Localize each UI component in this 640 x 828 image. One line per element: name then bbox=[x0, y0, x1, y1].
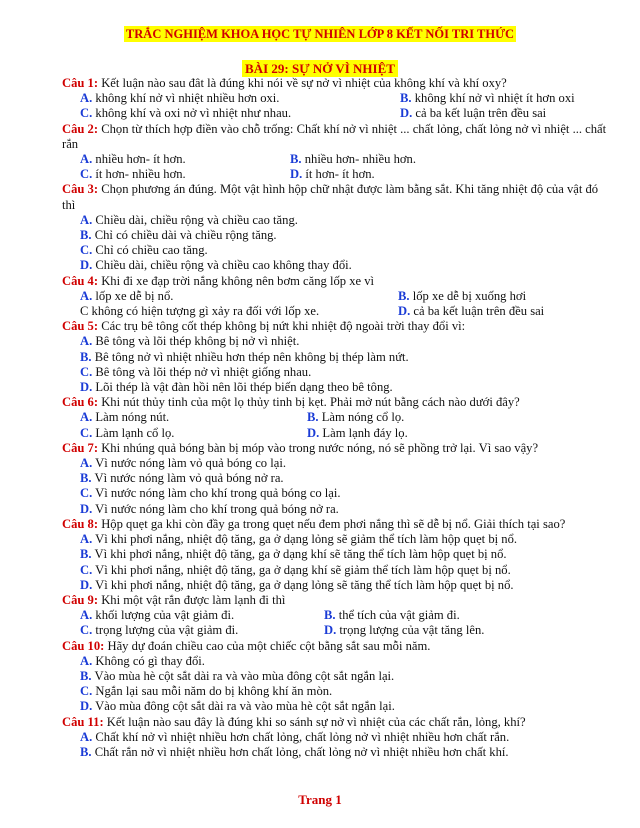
document-title-text: TRẮC NGHIỆM KHOA HỌC TỰ NHIÊN LỚP 8 KẾT NỐI TRI THỨC bbox=[125, 27, 515, 41]
question-5 bbox=[62, 319, 610, 395]
question-text: Khi một vật rắn được làm lạnh đi thì bbox=[101, 592, 286, 607]
option-b: B. nhiều hơn- nhiều hơn. bbox=[290, 152, 416, 167]
option-a: A. Bê tông và lõi thép không bị nở vì nhiệt. bbox=[80, 334, 300, 349]
question-6 bbox=[62, 395, 610, 441]
question-text: Khi nhúng quả bóng bàn bị móp vào trong nước nóng, nó sẽ phồng trở lại. Vì sao vậy? bbox=[101, 440, 539, 455]
question-text: Hộp quẹt ga khi còn đầy ga trong quẹt nếu đem phơi nắng thì sẽ dễ bị nổ. Giải thích tại sao? bbox=[101, 516, 566, 531]
option-b: B. Vì nước nóng làm vỏ quả bóng nở ra. bbox=[80, 471, 284, 486]
question-text: Khi đi xe đạp trời nắng không nên bơm căng lốp xe vì bbox=[101, 273, 375, 288]
option-b: B. Bê tông nở vì nhiệt nhiều hơn thép nên không bị thép làm nứt. bbox=[80, 349, 409, 364]
option-b: B. Vào mùa hè cột sắt dài ra và vào mùa đông cột sắt ngắn lại. bbox=[80, 668, 395, 683]
option-c: C. trọng lượng của vật giảm đi. bbox=[80, 623, 239, 638]
option-c: C. Ngắn lại sau mỗi năm do bị không khí ăn mòn. bbox=[80, 684, 333, 699]
option-b: B. không khí nở vì nhiệt ít hơn oxi bbox=[400, 91, 575, 106]
option-d: D. cả ba kết luận trên đều sai bbox=[398, 304, 545, 319]
question-text: Kết luận nào sau đây là đúng khi so sánh sự nở vì nhiệt của các chất rắn, lỏng, khí? bbox=[106, 714, 526, 729]
option-b: B. Vì khi phơi nắng, nhiệt độ tăng, ga ở dạng khí sẽ tăng thể tích làm hộp quẹt bị nổ. bbox=[80, 547, 507, 562]
question-text: Các trụ bê tông cốt thép không bị nứt khi nhiệt độ ngoài trời thay đổi vì: bbox=[101, 319, 466, 334]
option-a: A. khối lượng của vật giảm đi. bbox=[80, 608, 235, 623]
question-text: Kết luận nào sau đât là đúng khi nói về sự nở vì nhiệt của không khí và khí oxy? bbox=[101, 76, 507, 90]
option-b: B. thể tích của vật giảm đi. bbox=[324, 608, 460, 623]
option-a: A. lốp xe dễ bị nổ. bbox=[80, 288, 174, 303]
option-a: A. Không có gì thay đổi. bbox=[80, 653, 205, 668]
option-c: C. không khí và oxi nở vì nhiệt như nhau. bbox=[80, 106, 292, 121]
question-label: Câu 7: bbox=[62, 440, 99, 455]
option-a: A. Làm nóng nút. bbox=[80, 410, 170, 425]
option-d: D. Lõi thép là vật đàn hồi nên lõi thép biến dạng theo bê tông. bbox=[80, 380, 393, 395]
option-d: D. ít hơn- ít hơn. bbox=[290, 167, 375, 182]
option-c: C. Vì khi phơi nắng, nhiệt độ tăng, ga ở dạng khí sẽ giảm thể tích làm hộp quẹt bị nổ. bbox=[80, 562, 511, 577]
option-a: A. Vì khi phơi nắng, nhiệt độ tăng, ga ở dạng lỏng sẽ giảm thể tích làm hộp quẹt bị nổ. bbox=[80, 532, 518, 547]
question-label: Câu 6: bbox=[62, 395, 99, 410]
question-label: Câu 10: bbox=[62, 638, 105, 653]
option-c: C. Làm lạnh cổ lọ. bbox=[80, 425, 175, 440]
question-label: Câu 9: bbox=[62, 592, 99, 607]
option-d: D. Chiều dài, chiều rộng và chiều cao không thay đổi. bbox=[80, 258, 352, 273]
question-list bbox=[62, 76, 610, 760]
question-2 bbox=[62, 122, 610, 183]
option-b: B. Chỉ có chiều dài và chiều rộng tăng. bbox=[80, 228, 277, 243]
option-d: D. Vì nước nóng làm cho khí trong quả bóng nở ra. bbox=[80, 501, 339, 516]
question-1 bbox=[62, 76, 610, 122]
page-number: Trang 1 bbox=[298, 792, 342, 807]
option-d: D. Làm lạnh đáy lọ. bbox=[307, 425, 408, 440]
question-text: Chọn phương án đúng. Một vật hình hộp chữ nhật được làm bằng sắt. Khi tăng nhiệt độ của vật đó thì bbox=[62, 182, 599, 212]
option-b: B. lốp xe dễ bị xuống hơi bbox=[398, 288, 527, 303]
option-c: C. Bê tông và lõi thép nở vì nhiệt giống nhau. bbox=[80, 364, 312, 379]
document-title bbox=[0, 25, 640, 43]
option-c: C. Vì nước nóng làm cho khí trong quả bóng co lại. bbox=[80, 486, 341, 501]
option-c: C. Chỉ có chiều cao tăng. bbox=[80, 243, 208, 258]
option-d: D. cả ba kết luận trên đều sai bbox=[400, 106, 547, 121]
question-label: Câu 4: bbox=[62, 273, 99, 288]
question-label: Câu 8: bbox=[62, 516, 99, 531]
question-label: Câu 3: bbox=[62, 182, 99, 197]
option-d: D. trọng lượng của vật tăng lên. bbox=[324, 623, 485, 638]
question-label: Câu 2: bbox=[62, 121, 99, 136]
option-b: B. Chất rắn nở vì nhiệt nhiều hơn chất lỏng, chất lỏng nở vì nhiệt nhiều hơn chất khí. bbox=[80, 744, 509, 759]
question-9 bbox=[62, 593, 610, 639]
option-d: D. Vì khi phơi nắng, nhiệt độ tăng, ga ở dạng lỏng sẽ tăng thể tích làm hộp quẹt bị nổ. bbox=[80, 577, 514, 592]
option-c: C không có hiện tượng gì xảy ra đối với lốp xe. bbox=[80, 304, 320, 319]
question-text: Hãy dự đoán chiều cao của một chiếc cột bằng sắt sau mỗi năm. bbox=[107, 638, 431, 653]
option-a: A. nhiều hơn- ít hơn. bbox=[80, 152, 186, 167]
option-a: A. không khí nở vì nhiệt nhiều hơn oxi. bbox=[80, 91, 280, 106]
option-c: C. ít hơn- nhiều hơn. bbox=[80, 167, 186, 182]
lesson-title-text: BÀI 29: SỰ NỞ VÌ NHIỆT bbox=[242, 60, 398, 77]
option-d: D. Vào mùa đông cột sắt dài ra và vào mùa hè cột sắt ngắn lại. bbox=[80, 699, 395, 714]
question-4 bbox=[62, 274, 610, 320]
question-text: Chọn từ thích hợp điền vào chỗ trống: Chất khí nở vì nhiệt ... chất lỏng, chất lỏng nở vì nhiệt ... chất rắn bbox=[62, 121, 607, 151]
question-label: Câu 1: bbox=[62, 76, 99, 90]
option-a: A. Chiều dài, chiều rộng và chiều cao tăng. bbox=[80, 212, 298, 227]
question-label: Câu 5: bbox=[62, 319, 99, 334]
question-11 bbox=[62, 715, 610, 761]
question-label: Câu 11: bbox=[62, 714, 104, 729]
question-text: Khi nút thủy tinh của một lọ thủy tinh bị kẹt. Phải mở nút bằng cách nào dưới đây? bbox=[101, 395, 520, 410]
question-10 bbox=[62, 639, 610, 715]
option-b: B. Làm nóng cổ lọ. bbox=[307, 410, 405, 425]
question-7 bbox=[62, 441, 610, 517]
option-a: A. Vì nước nóng làm vỏ quả bóng co lại. bbox=[80, 456, 286, 471]
question-3 bbox=[62, 182, 610, 273]
question-8 bbox=[62, 517, 610, 593]
option-a: A. Chất khí nở vì nhiệt nhiều hơn chất lỏng, chất lỏng nở vì nhiệt nhiều hơn chất rắn. bbox=[80, 729, 510, 744]
